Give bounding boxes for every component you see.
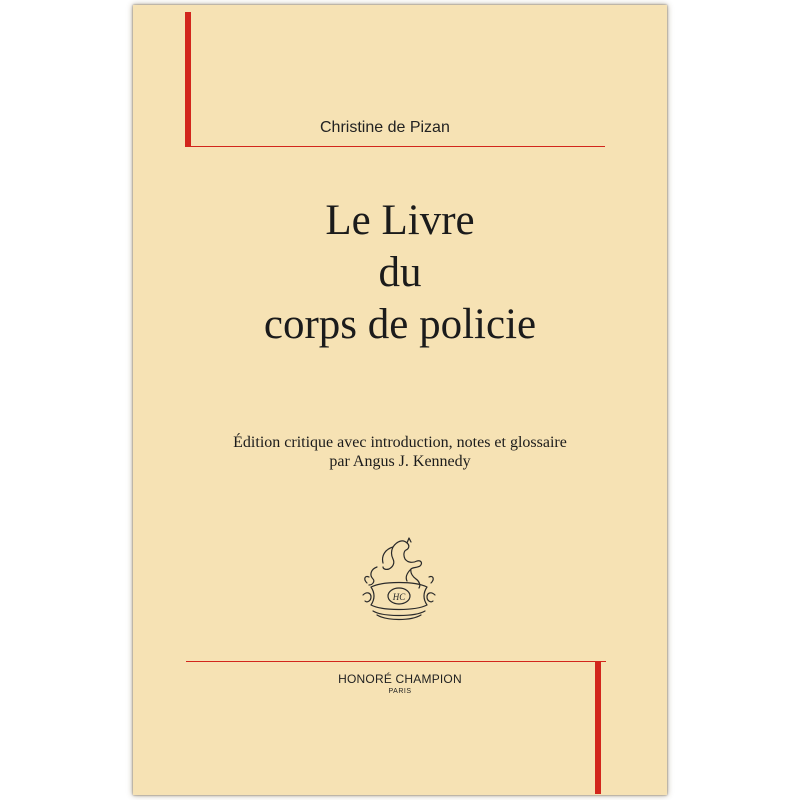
book-cover <box>133 5 667 795</box>
edition-line-2: par Angus J. Kennedy <box>329 453 471 470</box>
publisher-city: PARIS <box>388 688 412 695</box>
title-line-2: du <box>378 249 422 296</box>
edition-note <box>133 433 667 471</box>
top-red-rule <box>185 146 605 147</box>
title-line-3: corps de policie <box>263 301 537 348</box>
publisher-name: HONORÉ CHAMPION <box>338 672 462 686</box>
title-line-1: Le Livre <box>325 197 475 244</box>
book-title <box>133 195 667 351</box>
bottom-red-rule <box>186 661 606 662</box>
horse-crest-emblem-icon <box>353 533 445 623</box>
author-name: Christine de Pizan <box>320 119 450 136</box>
edition-line-1: Édition critique avec introduction, notes et glossaire <box>233 434 567 451</box>
emblem-monogram: HC <box>392 592 406 602</box>
